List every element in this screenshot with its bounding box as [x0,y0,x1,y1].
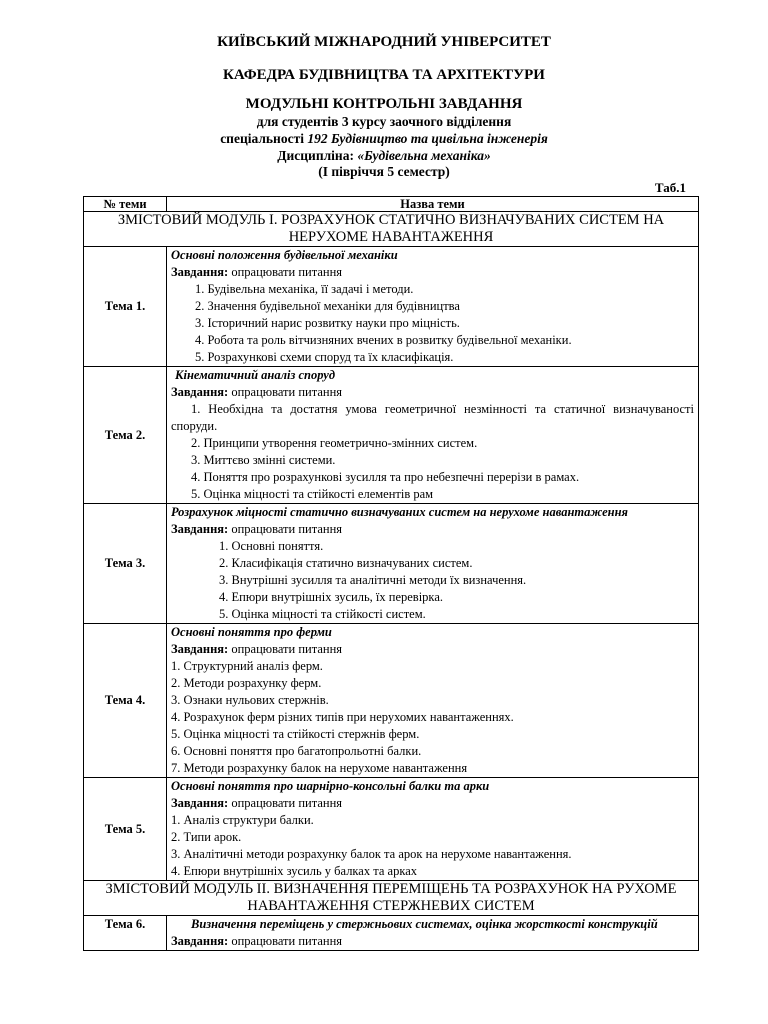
topic-number: Тема 6. [84,916,167,951]
table-row [84,624,699,778]
students-line: для студентів 3 курсу заочного відділення [256,114,512,129]
table-row [84,916,699,951]
module-2-title: ЗМІСТОВИЙ МОДУЛЬ ІІ. ВИЗНАЧЕННЯ ПЕРЕМІЩЕНЬ ТА РОЗРАХУНОК НА РУХОМЕ НАВАНТАЖЕННЯ СТЕРЖНЕВИХ СИСТЕМ [84,881,699,916]
table-row [84,504,699,624]
table-row [84,778,699,881]
task-line [171,384,694,401]
module-row [84,212,699,247]
list-item: 3. Аналітичні методи розрахунку балок та арок на нерухоме навантаження. [171,847,572,861]
list-item: 2. Значення будівельної механіки для будівництва [195,299,460,313]
topic-content [167,367,699,504]
task-label: Завдання: [171,934,229,948]
topic-number: Тема 4. [84,624,167,778]
task-text: опрацювати питання [228,934,343,948]
topic-number: Тема 3. [84,504,167,624]
specialty-value: 192 Будівництво та цивільна інженерія [307,131,548,146]
list-item: 4. Епюри внутрішніх зусиль у балках та арках [171,864,418,878]
task-label: Завдання: [171,385,229,399]
topics-table [83,196,699,951]
table-number: Таб.1 [654,180,686,195]
task-label: Завдання: [171,265,229,279]
module-row [84,881,699,916]
table-header-row [84,197,699,212]
module-1-title: ЗМІСТОВИЙ МОДУЛЬ І. РОЗРАХУНОК СТАТИЧНО ВИЗНАЧУВАНИХ СИСТЕМ НА НЕРУХОМЕ НАВАНТАЖЕННЯ [84,212,699,247]
task-line [171,264,694,281]
list-item: 1. Будівельна механіка, її задачі і методи. [195,282,414,296]
list-item: 4. Розрахунок ферм різних типів при нерухомих навантаженнях. [171,710,514,724]
discipline-label: Дисципліна: [277,148,358,163]
list-item: 4. Епюри внутрішніх зусиль, їх перевірка. [219,590,443,604]
task-line [171,641,694,658]
topic-content [167,916,699,951]
discipline-value: «Будівельна механіка» [357,148,491,163]
table-row [84,247,699,367]
topic-title: Основні поняття про шарнірно-консольні балки та арки [171,779,490,793]
list-item: 1. Аналіз структури балки. [171,813,314,827]
topic-title: Визначення переміщень у стержньових системах, оцінка жорсткості конструкцій [191,917,658,931]
topic-title: Основні положення будівельної механіки [171,248,398,262]
task-line [171,795,694,812]
topic-content [167,624,699,778]
list-item: 5. Розрахункові схеми споруд та їх класифікація. [195,350,454,364]
list-item: 5. Оцінка міцності та стійкості елементів рам [191,487,434,501]
specialty-label: спеціальності [220,131,308,146]
list-item: 1. Структурний аналіз ферм. [171,659,323,673]
topic-number: Тема 2. [84,367,167,504]
task-line [171,521,694,538]
list-item: 5. Оцінка міцності та стійкості систем. [219,607,426,621]
list-item: 7. Методи розрахунку балок на нерухоме навантаження [171,761,468,775]
list-item: 5. Оцінка міцності та стійкості стержнів ферм. [171,727,420,741]
university-name: КИЇВСЬКИЙ МІЖНАРОДНИЙ УНІВЕРСИТЕТ [217,34,551,50]
topic-content [167,247,699,367]
discipline-line [0,148,768,164]
table-row [84,367,699,504]
list-item: 2. Типи арок. [171,830,242,844]
list-item: 4. Робота та роль вітчизняних вчених в розвитку будівельної механіки. [195,333,572,347]
task-line [171,933,694,950]
task-text: опрацювати питання [228,522,343,536]
task-text: опрацювати питання [228,796,343,810]
task-label: Завдання: [171,796,229,810]
list-item: 3. Історичний нарис розвитку науки про міцність. [195,316,460,330]
task-label: Завдання: [171,642,229,656]
topic-title: Основні поняття про ферми [171,625,332,639]
column-header-name: Назва теми [167,197,699,212]
list-item: 3. Внутрішні зусилля та аналітичні методи їх визначення. [219,573,527,587]
task-text: опрацювати питання [228,265,343,279]
topic-content [167,504,699,624]
list-item: 3. Ознаки нульових стержнів. [171,693,329,707]
task-label: Завдання: [171,522,229,536]
task-text: опрацювати питання [228,642,343,656]
task-text: опрацювати питання [228,385,343,399]
list-item: 2. Методи розрахунку ферм. [171,676,322,690]
list-item: 1. Необхідна та достатня умова геометричної незмінності та статичної визначуваності споруди. [171,402,694,433]
list-item: 2. Класифікація статично визначуваних систем. [219,556,473,570]
specialty-line [0,131,768,147]
document-title: МОДУЛЬНІ КОНТРОЛЬНІ ЗАВДАННЯ [245,96,523,112]
topic-content [167,778,699,881]
list-item: 3. Миттєво змінні системи. [191,453,336,467]
department-name: КАФЕДРА БУДІВНИЦТВА ТА АРХІТЕКТУРИ [223,67,545,83]
list-item: 1. Основні поняття. [219,539,324,553]
topic-title: Кінематичний аналіз споруд [175,368,336,382]
topic-number: Тема 5. [84,778,167,881]
semester-line: (І півріччя 5 семестр) [318,164,450,179]
list-item: 4. Поняття про розрахункові зусилля та про небезпечні перерізи в рамах. [191,470,580,484]
list-item: 2. Принципи утворення геометрично-змінних систем. [191,436,478,450]
list-item: 6. Основні поняття про багатопрольотні балки. [171,744,422,758]
topic-number: Тема 1. [84,247,167,367]
column-header-number: № теми [84,197,167,212]
topic-title: Розрахунок міцності статично визначуваних систем на нерухоме навантаження [171,505,628,519]
